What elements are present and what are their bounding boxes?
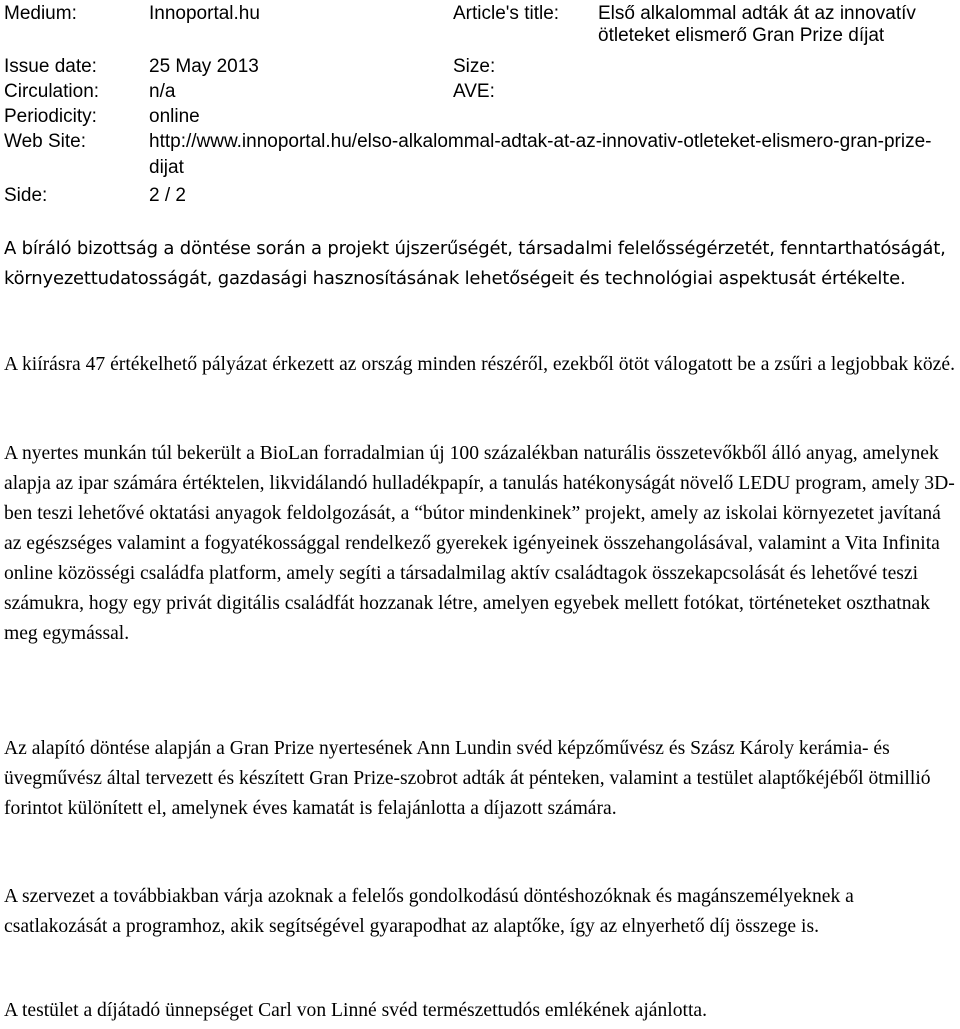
website-label: Web Site: <box>4 131 87 152</box>
article-title-value: Első alkalommal adták át az innovatív ötleteket elismerő Gran Prize díjat <box>598 3 916 46</box>
periodicity-label: Periodicity: <box>4 106 97 127</box>
medium-value: Innoportal.hu <box>149 3 260 24</box>
intro-paragraph: A bíráló bizottság a döntése során a projekt újszerűségét, társadalmi felelősségérzetét, fenntarthatóságát, környezettudatosságát, gazdasági hasznosításának lehetőségeit és technológiai aspektusát értékelte. <box>4 238 946 289</box>
circulation-label: Circulation: <box>4 81 100 102</box>
ave-label: AVE: <box>453 81 495 102</box>
body-paragraph-5: A testület a díjátadó ünnepséget Carl von Linné svéd természettudós emlékének ajánlotta. <box>4 1000 707 1021</box>
article-title-label: Article's title: <box>453 3 560 24</box>
issue-date-label: Issue date: <box>4 56 97 77</box>
side-label: Side: <box>4 185 48 206</box>
side-value: 2 / 2 <box>149 185 186 206</box>
circulation-value: n/a <box>149 81 176 102</box>
periodicity-value: online <box>149 106 200 127</box>
body-paragraph-2: A nyertes munkán túl bekerült a BioLan forradalmian új 100 százalékban naturális összetevőkből álló anyag, amelynek alapja az ipar számára értéktelen, likvidálandó hulladékpapír, a tanulás hatékonyságát növelő LEDU program, amely 3D-ben teszi lehetővé oktatási anyagok feldolgozását, a “bútor mindenkinek” projekt, amely az iskolai környezetet javítaná az egészséges valamint a fogyatékossággal rendelkező gyerekek igényeinek összehangolásával, valamint a Vita Infinita online közösségi családfa platform, amely segíti a társadalmilag aktív családtagok összekapcsolását és lehetővé teszi számukra, hogy egy privát digitális családfát hozzanak létre, amelyen egyebek mellett fotókat, történeteket oszthatnak meg egymással. <box>4 443 955 644</box>
size-label: Size: <box>453 56 496 77</box>
body-paragraph-4: A szervezet a továbbiakban várja azoknak a felelős gondolkodású döntéshozóknak és magánszemélyeknek a csatlakozását a programhoz, akik segítségével gyarapodhat az alaptőke, így az elnyerhető díj összege is. <box>4 886 854 937</box>
medium-label: Medium: <box>4 3 77 24</box>
body-paragraph-3: Az alapító döntése alapján a Gran Prize nyertesének Ann Lundin svéd képzőművész és Szász Károly kerámia- és üvegművész által tervezett és készített Gran Prize-szobrot adták át pénteken, valamint a testület alaptőkéjéből ötmillió forintot különített el, amelynek éves kamatát is felajánlotta a díjazott számára. <box>4 738 931 819</box>
website-url: http://www.innoportal.hu/elso-alkalommal-adtak-at-az-innovativ-otleteket-elismero-gran-prize-dijat <box>149 131 932 178</box>
body-paragraph-1: A kiírásra 47 értékelhető pályázat érkezett az ország minden részéről, ezekből ötöt válogatott be a zsűri a legjobbak közé. <box>4 354 955 375</box>
issue-date-value: 25 May 2013 <box>149 56 259 77</box>
